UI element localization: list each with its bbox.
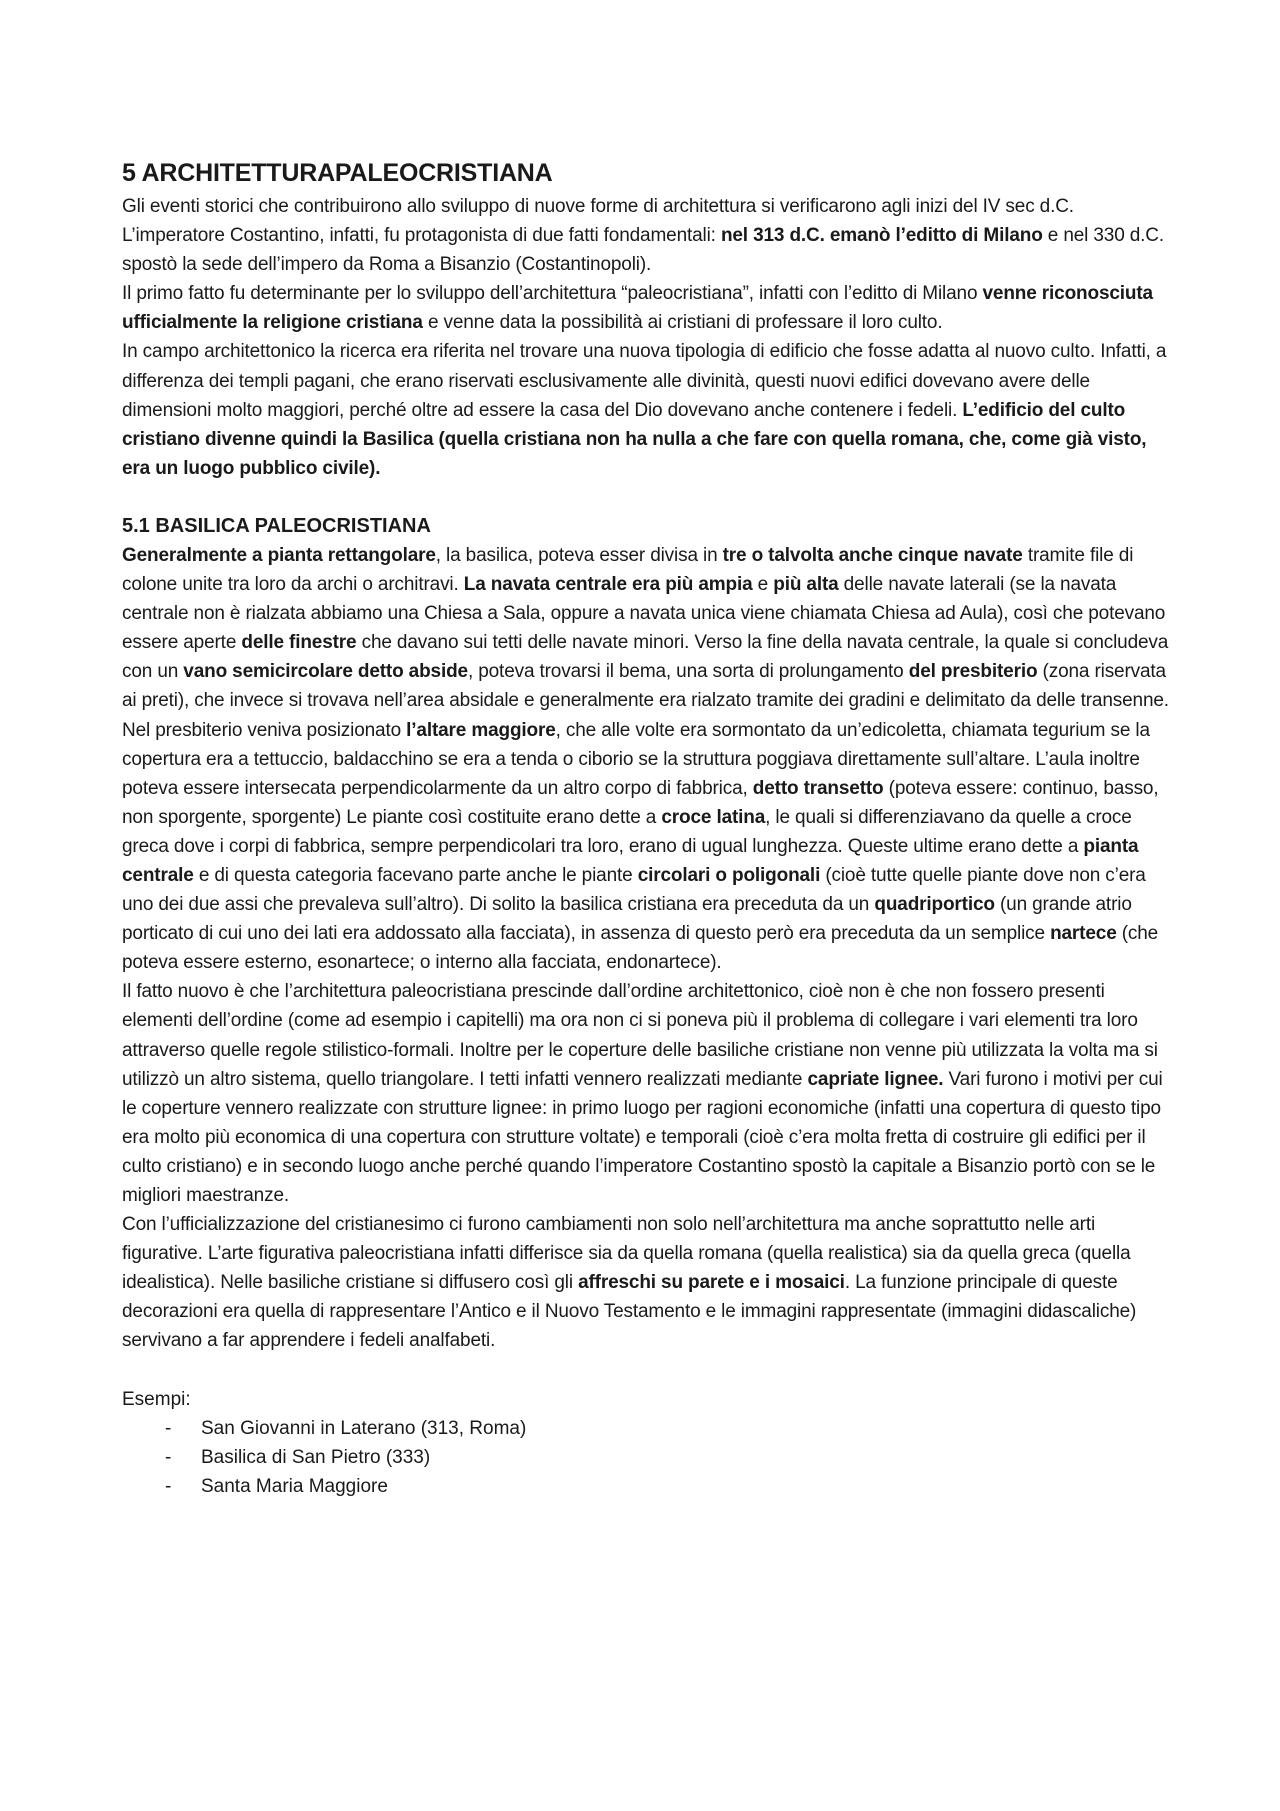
bold-run: venne riconosciuta ufficialmente la religione cristiana xyxy=(122,283,1153,334)
bold-run: croce latina xyxy=(661,806,766,828)
bullet-dash: - xyxy=(165,1417,172,1439)
bold-run: detto transetto xyxy=(752,777,884,799)
intro-paragraph: In campo architettonico la ricerca era riferita nel trovare una nuova tipologia di edificio che fosse adatta al nuovo culto. Infatti, a differenza dei templi pagani, che erano riservati esclusivamente alle divinità, questi nuovi edifici dovevano avere delle dimensioni molto maggiori, perché oltre ad essere la casa del Dio dovevano anche contenere i fedeli. L’edificio del culto cristiano divenne quindi la Basilica (quella cristiana non ha nulla a che fare con quella romana, che, come già visto, era un luogo pubblico civile). xyxy=(122,341,1167,479)
bold-run: più alta xyxy=(773,574,839,596)
examples-list xyxy=(122,1414,1172,1501)
bullet-dash: - xyxy=(165,1475,172,1497)
list-item-text: San Giovanni in Laterano (313, Roma) xyxy=(201,1417,527,1439)
section-paragraph: Generalmente a pianta rettangolare, la basilica, poteva esser divisa in tre o talvolta anche cinque navate tramite file di colone unite tra loro da archi o architravi. La navata centrale era più ampia e più alta delle navate laterali (se la navata centrale non è rialzata abbiamo una Chiesa a Sala, oppure a navata unica viene chiamata Chiesa ad Aula), così che potevano essere aperte delle finestre che davano sui tetti delle navate minori. Verso la fine della navata centrale, la quale si concludeva con un vano semicircolare detto abside, poteva trovarsi il bema, una sorta di prolungamento del presbiterio (zona riservata ai preti), che invece si trovava nell’area absidale e generalmente era rialzato tramite dei gradini e delimitato da delle transenne. xyxy=(122,544,1169,712)
bold-run: nartece xyxy=(1050,923,1117,945)
intro-section xyxy=(122,192,1172,483)
bold-run: circolari o poligonali xyxy=(637,864,821,886)
section-paragraph: Con l’ufficializzazione del cristianesimo ci furono cambiamenti non solo nell’architettura ma anche soprattutto nelle arti figurative. L’arte figurativa paleocristiana infatti differisce sia da quella romana (quella realistica) sia da quella greca (quella idealistica). Nelle basiliche cristiane si diffusero così gli affreschi su parete e i mosaici. La funzione principale di queste decorazioni era quella di rappresentare l’Antico e il Nuovo Testamento e le immagini rappresentate (immagini didascaliche) servivano a far apprendere i fedeli analfabeti. xyxy=(122,1214,1137,1352)
page-title: 5 ARCHITETTURAPALEOCRISTIANA xyxy=(122,159,553,187)
bold-run: l’altare maggiore xyxy=(406,719,556,741)
blank-line xyxy=(122,1356,1172,1385)
list-item xyxy=(165,1472,1172,1501)
bold-run: La navata centrale era più ampia xyxy=(463,574,753,596)
bold-run: capriate lignee. xyxy=(807,1068,944,1090)
intro-paragraph: Gli eventi storici che contribuirono allo sviluppo di nuove forme di architettura si verificarono agli inizi del IV sec d.C. L’imperatore Costantino, infatti, fu protagonista di due fatti fondamentali: nel 313 d.C. emanò l’editto di Milano e nel 330 d.C. spostò la sede dell’impero da Roma a Bisanzio (Costantinopoli). xyxy=(122,196,1164,276)
bold-run: nel 313 d.C. emanò l’editto di Milano xyxy=(720,225,1043,247)
bold-run: quadriportico xyxy=(874,894,995,916)
list-item-text: Santa Maria Maggiore xyxy=(201,1475,388,1497)
list-item xyxy=(165,1443,1172,1472)
bullet-dash: - xyxy=(165,1446,172,1468)
bold-run: tre o talvolta anche cinque navate xyxy=(722,544,1023,566)
examples-label: Esempi: xyxy=(122,1388,191,1410)
bold-run: del presbiterio xyxy=(908,661,1038,683)
bold-run: L’edificio del culto cristiano divenne quindi la Basilica (quella cristiana non ha nulla a che fare con quella romana, che, come già visto, era un luogo pubblico civile). xyxy=(122,399,1147,479)
bold-run: vano semicircolare detto abside xyxy=(183,661,468,683)
section-paragraph: Nel presbiterio veniva posizionato l’altare maggiore, che alle volte era sormontato da un’edicoletta, chiamata tegurium se la copertura era a tettuccio, baldacchino se era a tenda o ciborio se la struttura poggiava direttamente sull’altare. L’aula inoltre poteva essere intersecata perpendicolarmente da un altro corpo di fabbrica, detto transetto (poteva essere: continuo, basso, non sporgente, sporgente) Le piante così costituite erano dette a croce latina, le quali si differenziavano da quelle a croce greca dove i corpi di fabbrica, sempre perpendicolari tra loro, erano di ugual lunghezza. Queste ultime erano dette a pianta centrale e di questa categoria facevano parte anche le piante circolari o poligonali (cioè tutte quelle piante dove non c’era uno dei due assi che prevaleva sull’altro). Di solito la basilica cristiana era preceduta da un quadriportico (un grande atrio porticato di cui uno dei lati era addossato alla facciata), in assenza di questo però era preceduta da un semplice nartece (che poteva essere esterno, esonartece; o interno alla facciata, endonartece). xyxy=(122,719,1159,974)
basilica-section xyxy=(122,541,1172,1356)
document-page xyxy=(122,156,1172,1501)
list-item xyxy=(165,1414,1172,1443)
bold-run: Generalmente a pianta rettangolare xyxy=(122,544,436,566)
intro-paragraph: Il primo fatto fu determinante per lo sviluppo dell’architettura “paleocristiana”, infatti con l’editto di Milano venne riconosciuta ufficialmente la religione cristiana e venne data la possibilità ai cristiani di professare il loro culto. xyxy=(122,283,1153,334)
bold-run: affreschi su parete e i mosaici xyxy=(578,1272,845,1294)
bold-run: delle finestre xyxy=(241,632,357,654)
section-paragraph: Il fatto nuovo è che l’architettura paleocristiana prescinde dall’ordine architettonico, cioè non è che non fossero presenti elementi dell’ordine (come ad esempio i capitelli) ma ora non ci si poneva più il problema di collegare i vari elementi tra loro attraverso quelle regole stilistico-formali. Inoltre per le coperture delle basiliche cristiane non venne più utilizzata la volta ma si utilizzò un altro sistema, quello triangolare. I tetti infatti vennero realizzati mediante capriate lignee. Vari furono i motivi per cui le coperture vennero realizzate con strutture lignee: in primo luogo per ragioni economiche (infatti una copertura di questo tipo era molto più economica di una copertura con strutture voltate) e temporali (cioè c’era molta fretta di costruire gli edifici per il culto cristiano) e in secondo luogo anche perché quando l’imperatore Costantino spostò la capitale a Bisanzio portò con se le migliori maestranze. xyxy=(122,981,1163,1206)
section-title: 5.1 BASILICA PALEOCRISTIANA xyxy=(122,514,431,537)
bold-run: pianta centrale xyxy=(122,835,1139,886)
list-item-text: Basilica di San Pietro (333) xyxy=(201,1446,431,1468)
